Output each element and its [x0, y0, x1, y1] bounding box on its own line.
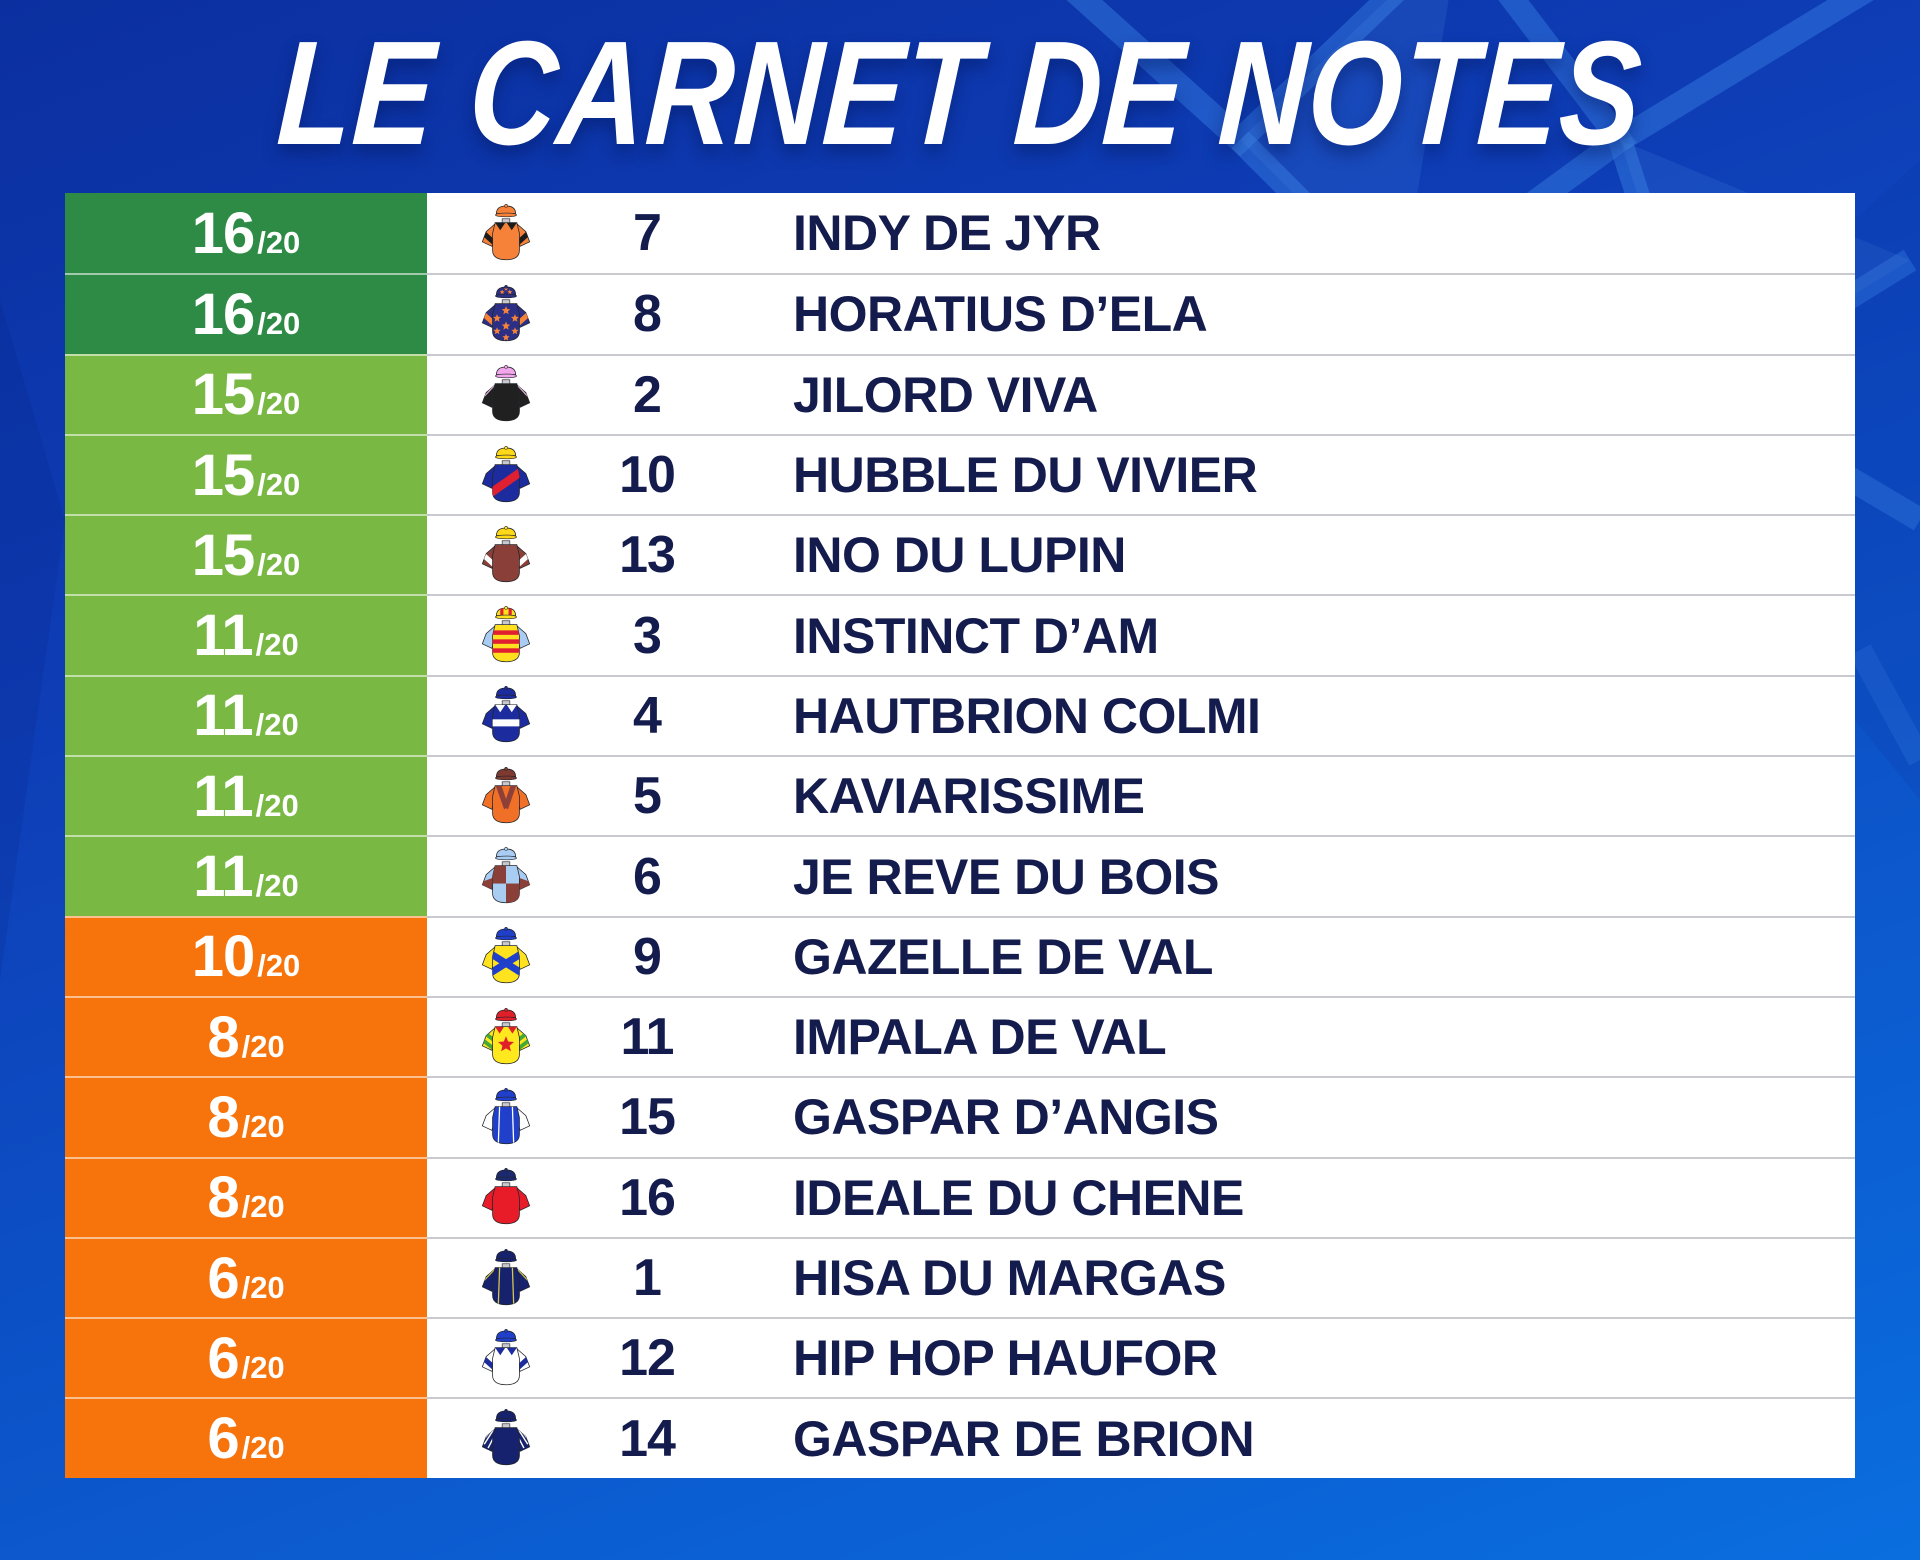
score	[193, 763, 298, 830]
score	[193, 843, 298, 910]
horse-cell	[427, 1076, 1855, 1156]
score	[192, 281, 301, 348]
horse-number: 15	[619, 1088, 675, 1147]
score-value: 8	[207, 1084, 239, 1150]
page-title: LE CARNET DE NOTES	[273, 11, 1647, 176]
horse-cell	[427, 594, 1855, 674]
table-row	[65, 434, 1855, 514]
jockey-silk-icon	[471, 446, 541, 505]
jockey-silk-icon	[471, 1008, 541, 1067]
score-value: 10	[191, 924, 255, 990]
horse-number: 9	[633, 927, 661, 986]
horse-number: 10	[619, 446, 675, 505]
horse-name: GASPAR DE BRION	[793, 1410, 1255, 1467]
score	[192, 361, 301, 428]
horse-name: HISA DU MARGAS	[793, 1250, 1226, 1306]
horse-name: INO DU LUPIN	[793, 527, 1126, 584]
horse-name: HIP HOP HAUFOR	[793, 1330, 1218, 1387]
score-value: 11	[193, 844, 253, 910]
horse-number: 11	[620, 1008, 674, 1067]
horse-cell	[427, 916, 1855, 996]
score-denominator: /20	[257, 546, 301, 582]
score	[207, 1004, 284, 1071]
horse-cell	[427, 514, 1855, 594]
score-cell	[65, 1076, 427, 1156]
score	[192, 923, 301, 990]
score-denominator: /20	[241, 1269, 285, 1305]
jockey-silk-icon	[471, 1168, 541, 1227]
score-value: 16	[191, 281, 255, 347]
score-cell	[65, 514, 427, 594]
score-denominator: /20	[257, 305, 301, 341]
score-value: 6	[207, 1245, 239, 1311]
horse-cell	[427, 1237, 1855, 1317]
horse-number: 8	[633, 285, 661, 344]
horse-name: HUBBLE DU VIVIER	[793, 447, 1258, 504]
horse-cell	[427, 193, 1855, 273]
score-value: 15	[191, 362, 255, 428]
horse-number: 2	[633, 365, 661, 424]
score	[207, 1164, 284, 1231]
table-row	[65, 1397, 1855, 1477]
score	[192, 200, 301, 267]
table-row	[65, 514, 1855, 594]
score-cell	[65, 996, 427, 1076]
score-value: 11	[193, 603, 253, 669]
horse-number: 12	[619, 1329, 675, 1388]
horse-number: 1	[633, 1249, 661, 1307]
horse-number: 6	[633, 847, 661, 906]
table-row	[65, 916, 1855, 996]
score-denominator: /20	[241, 1028, 285, 1064]
horse-name: INSTINCT D’AM	[793, 607, 1159, 664]
horse-cell	[427, 996, 1855, 1076]
table-row	[65, 193, 1855, 273]
jockey-silk-icon	[471, 365, 541, 424]
score-denominator: /20	[241, 1349, 285, 1385]
horse-cell	[427, 755, 1855, 835]
horse-cell	[427, 1317, 1855, 1397]
jockey-silk-icon	[471, 285, 541, 344]
score-cell	[65, 1397, 427, 1477]
score-cell	[65, 916, 427, 996]
table-row	[65, 755, 1855, 835]
horse-name: IMPALA DE VAL	[793, 1009, 1167, 1066]
score-denominator: /20	[257, 224, 301, 260]
score-denominator: /20	[255, 868, 299, 904]
score-cell	[65, 354, 427, 434]
horse-name: INDY DE JYR	[793, 205, 1101, 262]
horse-number: 3	[633, 606, 661, 665]
horse-cell	[427, 835, 1855, 915]
horse-number: 7	[633, 204, 661, 263]
score-cell	[65, 594, 427, 674]
table-row	[65, 594, 1855, 674]
score-denominator: /20	[241, 1430, 285, 1466]
score-denominator: /20	[257, 466, 301, 502]
score	[192, 522, 301, 589]
jockey-silk-icon	[471, 1249, 541, 1308]
score-cell	[65, 1317, 427, 1397]
jockey-silk-icon	[471, 767, 541, 826]
jockey-silk-icon	[471, 1329, 541, 1388]
ratings-table	[65, 193, 1855, 1478]
score-value: 11	[193, 763, 253, 829]
jockey-silk-icon	[471, 204, 541, 263]
horse-cell	[427, 273, 1855, 353]
horse-name: GAZELLE DE VAL	[793, 928, 1213, 985]
horse-name: HORATIUS D’ELA	[793, 286, 1208, 343]
horse-cell	[427, 1157, 1855, 1237]
score-value: 8	[207, 1165, 239, 1231]
horse-name: JE REVE DU BOIS	[793, 848, 1219, 905]
score-value: 6	[207, 1406, 239, 1472]
table-row	[65, 835, 1855, 915]
table-row	[65, 996, 1855, 1076]
score-cell	[65, 434, 427, 514]
score-denominator: /20	[257, 386, 301, 422]
horse-number: 16	[619, 1168, 675, 1227]
score-value: 15	[191, 522, 255, 588]
score-value: 11	[193, 683, 253, 749]
score	[192, 442, 301, 509]
jockey-silk-icon	[471, 526, 541, 585]
score-denominator: /20	[241, 1108, 285, 1144]
score-value: 8	[207, 1004, 239, 1070]
score-denominator: /20	[255, 707, 299, 743]
table-row	[65, 1076, 1855, 1156]
jockey-silk-icon	[471, 1409, 541, 1468]
score-cell	[65, 675, 427, 755]
jockey-silk-icon	[471, 606, 541, 665]
table-row	[65, 675, 1855, 755]
horse-cell	[427, 1397, 1855, 1477]
jockey-silk-icon	[471, 686, 541, 745]
table-row	[65, 1237, 1855, 1317]
horse-number: 4	[633, 686, 661, 745]
score-cell	[65, 1157, 427, 1237]
score	[207, 1245, 284, 1312]
score-value: 16	[191, 200, 255, 266]
horse-cell	[427, 434, 1855, 514]
horse-number: 5	[633, 767, 661, 826]
table-row	[65, 1157, 1855, 1237]
horse-name: KAVIARISSIME	[793, 768, 1145, 825]
horse-number: 14	[619, 1409, 675, 1468]
score-cell	[65, 193, 427, 273]
score-denominator: /20	[257, 948, 301, 984]
score-denominator: /20	[241, 1189, 285, 1225]
score	[193, 682, 298, 749]
score-cell	[65, 1237, 427, 1317]
horse-name: GASPAR D’ANGIS	[793, 1089, 1219, 1146]
score	[207, 1084, 284, 1151]
jockey-silk-icon	[471, 1088, 541, 1147]
horse-name: JILORD VIVA	[793, 366, 1098, 423]
score-value: 15	[191, 442, 255, 508]
score	[207, 1325, 284, 1392]
score	[207, 1405, 284, 1472]
score-denominator: /20	[255, 627, 299, 663]
horse-name: HAUTBRION COLMI	[793, 687, 1261, 744]
horse-name: IDEALE DU CHENE	[793, 1169, 1244, 1226]
score-cell	[65, 835, 427, 915]
jockey-silk-icon	[471, 847, 541, 906]
horse-number: 13	[619, 526, 675, 585]
table-row	[65, 1317, 1855, 1397]
score-value: 6	[207, 1325, 239, 1391]
horse-cell	[427, 354, 1855, 434]
score	[193, 602, 298, 669]
jockey-silk-icon	[471, 927, 541, 986]
score-cell	[65, 273, 427, 353]
horse-cell	[427, 675, 1855, 755]
score-denominator: /20	[255, 787, 299, 823]
score-cell	[65, 755, 427, 835]
table-row	[65, 273, 1855, 353]
table-row	[65, 354, 1855, 434]
